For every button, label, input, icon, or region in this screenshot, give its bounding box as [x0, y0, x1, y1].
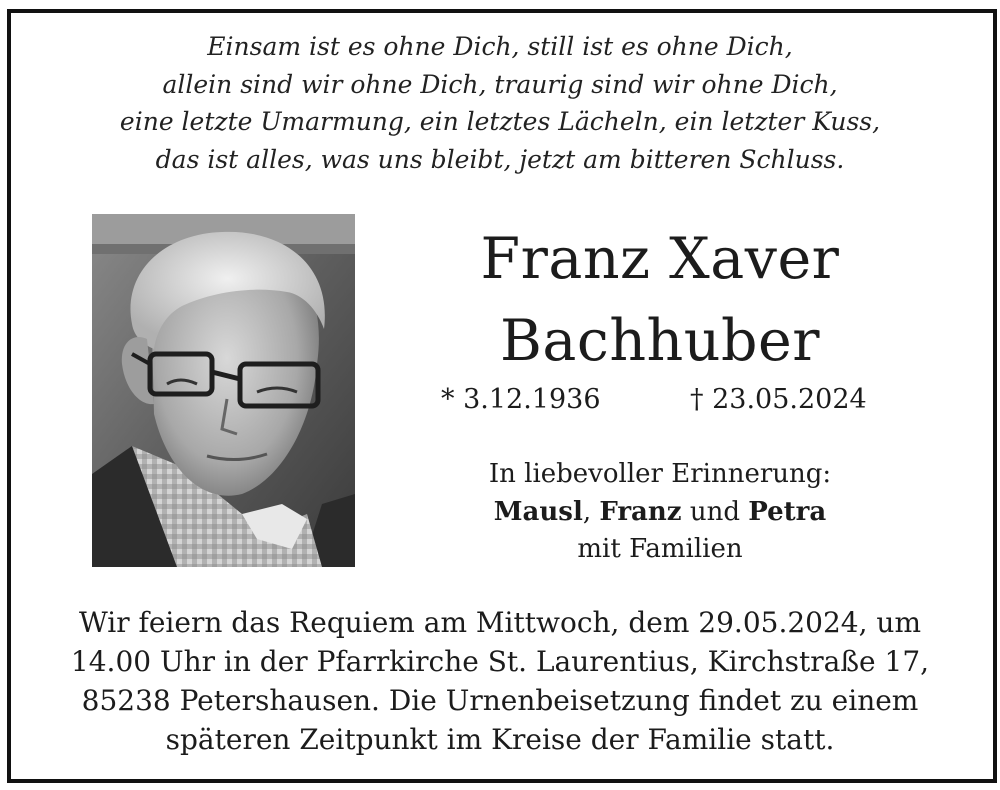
mourner-families: mit Familien — [577, 534, 743, 564]
deceased-last-name: Bachhuber — [500, 308, 820, 374]
birth-date: * 3.12.1936 — [441, 384, 601, 415]
memory-intro: In liebevoller Erinnerung: — [488, 459, 832, 489]
poem-line: allein sind wir ohne Dich, traurig sind wir ohne Dich, — [162, 69, 838, 99]
mourner-names — [440, 494, 880, 530]
deceased-first-names: Franz Xaver — [480, 226, 840, 292]
mourner-name: Petra — [748, 497, 827, 527]
service-line: späteren Zeitpunkt im Kreise der Familie statt. — [165, 723, 835, 756]
mourner-name: Mausl — [493, 497, 583, 527]
service-line: 85238 Petershausen. Die Urnenbeisetzung findet zu einem — [81, 684, 919, 717]
poem-line: eine letzte Umarmung, ein letztes Lächeln, ein letzter Kuss, — [119, 107, 881, 136]
death-date: † 23.05.2024 — [690, 384, 867, 415]
mourner-separator: und — [681, 497, 749, 527]
service-announcement — [40, 603, 960, 759]
poem-line: Einsam ist es ohne Dich, still ist es ohne Dich, — [207, 32, 793, 61]
service-line: Wir feiern das Requiem am Mittwoch, dem 29.05.2024, um — [78, 606, 922, 639]
mourner-separator: , — [582, 497, 600, 527]
portrait-photo — [92, 214, 355, 567]
poem — [7, 28, 993, 178]
poem-line: das ist alles, was uns bleibt, jetzt am bitteren Schluss. — [155, 144, 845, 174]
mourner-name: Franz — [599, 497, 682, 527]
service-line: 14.00 Uhr in der Pfarrkirche St. Laurentius, Kirchstraße 17, — [70, 645, 930, 678]
